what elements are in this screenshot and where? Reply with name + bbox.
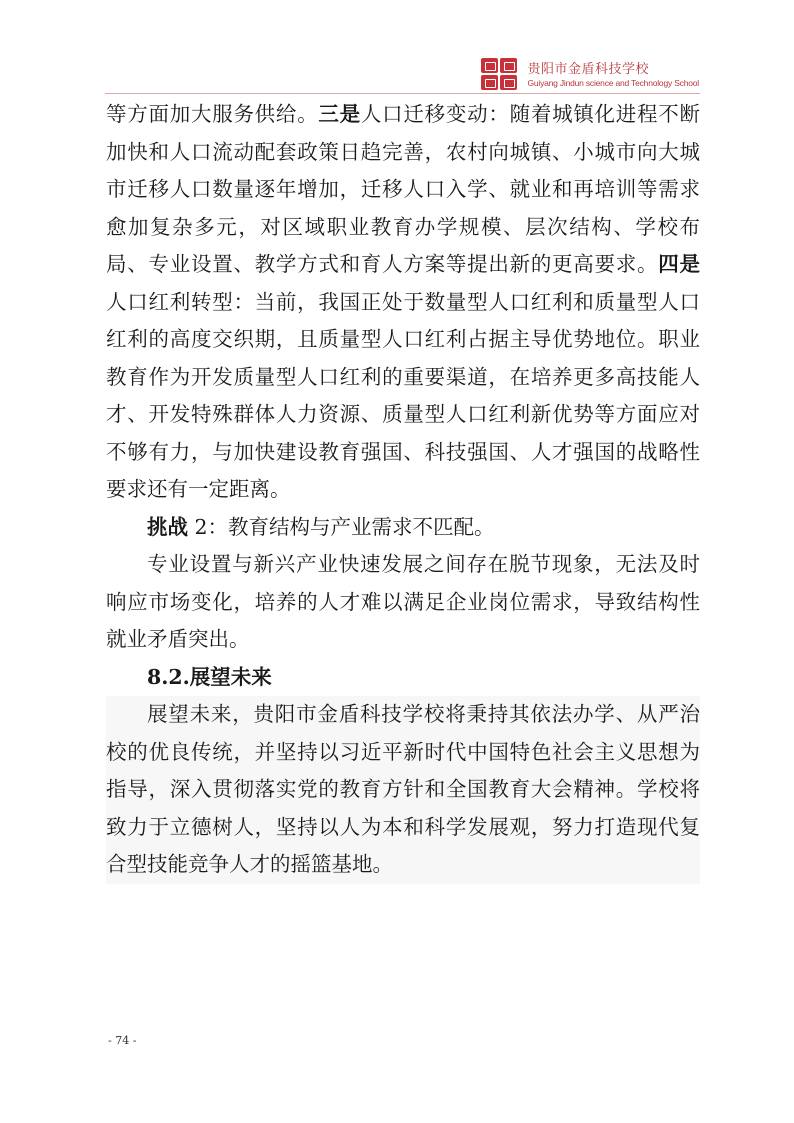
- school-name-block: [527, 62, 699, 89]
- challenge-2-label: 挑战: [147, 514, 188, 539]
- paragraph-specialty: 专业设置与新兴产业快速发展之间存在脱节现象，无法及时响应市场变化，培养的人才难以满足企业岗位需求，导致结构性就业矛盾突出。: [106, 552, 700, 651]
- header-divider: [105, 93, 700, 94]
- challenge-2-text: 2：教育结构与产业需求不匹配。: [188, 514, 495, 539]
- school-logo-icon: [481, 58, 521, 92]
- page-number: - 74 -: [108, 1034, 137, 1047]
- point-three-label: 三是: [318, 102, 361, 126]
- text-segment: 等方面加大服务供给。: [106, 102, 319, 126]
- page-header: [481, 58, 699, 92]
- paragraph-population: [106, 96, 700, 509]
- school-name-cn: 贵阳市金盾科技学校: [527, 61, 649, 77]
- challenge-2-line: [106, 509, 700, 547]
- page-body: [106, 96, 700, 884]
- section-heading: 8.2.展望未来: [147, 664, 272, 689]
- text-segment: 人口迁移变动：随着城镇化进程不断加快和人口流动配套政策日趋完善，农村向城镇、小城市向大城市迁移人口数量逐年增加，迁移人口入学、就业和再培训等需求愈加复杂多元，对区域职业教育办学规模、层次结构、学校布局、专业设置、教学方式和育人方案等提出新的更高要求。: [106, 102, 701, 276]
- school-name-en: Guiyang Jindun science and Technology School: [527, 77, 699, 88]
- point-four-label: 四是: [658, 252, 701, 276]
- text-segment: 人口红利转型：当前，我国正处于数量型人口红利和质量型人口红利的高度交织期，且质量型人口红利占据主导优势地位。职业教育作为开发质量型人口红利的重要渠道，在培养更多高技能人才、开发特殊群体人力资源、质量型人口红利新优势等方面应对不够有力，与加快建设教育强国、科技强国、人才强国的战略性要求还有一定距离。: [106, 289, 700, 501]
- paragraph-outlook: 展望未来，贵阳市金盾科技学校将秉持其依法办学、从严治校的优良传统，并坚持以习近平新时代中国特色社会主义思想为指导，深入贯彻落实党的教育方针和全国教育大会精神。学校将致力于立德树人，坚持以人为本和科学发展观，努力打造现代复合型技能竞争人才的摇篮基地。: [106, 696, 700, 884]
